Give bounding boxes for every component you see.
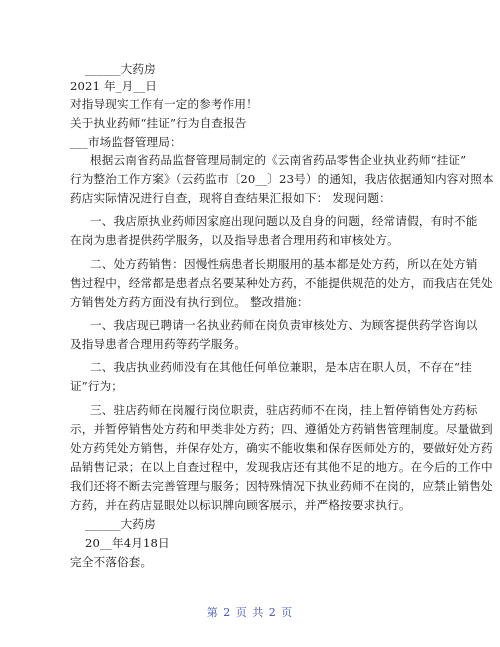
paragraph-line: 一、我店现已聘请一名执业药师在岗负责审核处方、为顾客提供药学咨询以	[90, 318, 478, 332]
paragraph-line: 行为整治工作方案》（云药监市〔20__〕23号）的通知，我店依据通知内容对照本	[70, 172, 494, 186]
paragraph-line: 二、处方药销售：因慢性病患者长期服用的基本都是处方药，所以在处方销	[90, 257, 478, 271]
paragraph-line: 在岗为患者提供药学服务，以及指导患者合理用药和审核处方。	[70, 233, 399, 247]
paragraph-line: 二、我店执业药师没有在其他任何单位兼职，是本店在职人员，不存在“挂	[90, 360, 472, 374]
closing-line: 完全不落俗套。	[70, 555, 153, 569]
text-line: 对指导现实工作有一定的参考作用！	[70, 97, 258, 111]
signature-pharmacy-bottom: ______大药房	[85, 517, 156, 531]
paragraph-line: 根据云南省药品监督管理局制定的《云南省药品零售企业执业药师“挂证”	[90, 153, 467, 167]
page-number-footer: 第 2 页 共 2 页	[206, 606, 294, 619]
paragraph-line: 品销售记录；在以上自查过程中，发现我店还有其他不足的地方。在今后的工作中	[70, 460, 493, 474]
signature-pharmacy-top: ______大药房	[85, 62, 156, 76]
paragraph-line: 方药，并在药店显眼处以标识牌向顾客展示，并严格按要求执行。	[70, 498, 411, 512]
paragraph-line: 处方药凭处方销售，并保存处方，确实不能收集和保存医师处方的，要做好处方药	[70, 441, 493, 455]
paragraph-line: 及指导患者合理用药等药学服务。	[70, 337, 247, 351]
paragraph-line: 售过程中，经常都是患者点名要某种处方药，不能提供规范的处方，而我店在凭处	[70, 276, 493, 290]
paragraph-line: 示，并暂停销售处方药和甲类非处方药；四、遵循处方药销售管理制度。尽量做到	[70, 422, 493, 436]
paragraph-line: 证”行为；	[70, 379, 124, 393]
paragraph-line: 一、我店原执业药师因家庭出现问题以及自身的问题，经常请假，有时不能	[90, 214, 478, 228]
paragraph-line: 药店实际情况进行自查，现将自查结果汇报如下： 发现问题：	[70, 191, 391, 205]
paragraph-line: 我们还将不断去完善管理与服务；因特殊情况下执业药师不在岗的，应禁止销售处	[70, 479, 493, 493]
date-line-bottom: 20__年4月18日	[85, 536, 170, 550]
paragraph-line: 三、驻店药师在岗履行岗位职责，驻店药师不在岗，挂上暂停销售处方药标	[90, 403, 478, 417]
paragraph-line: 方销售处方药方面没有执行到位。 整改措施：	[70, 295, 309, 309]
addressee: ___市场监督管理局：	[70, 135, 182, 149]
date-line-top: 2021 年_月__日	[70, 79, 158, 93]
report-title: 关于执业药师“挂证”行为自查报告	[70, 116, 247, 130]
